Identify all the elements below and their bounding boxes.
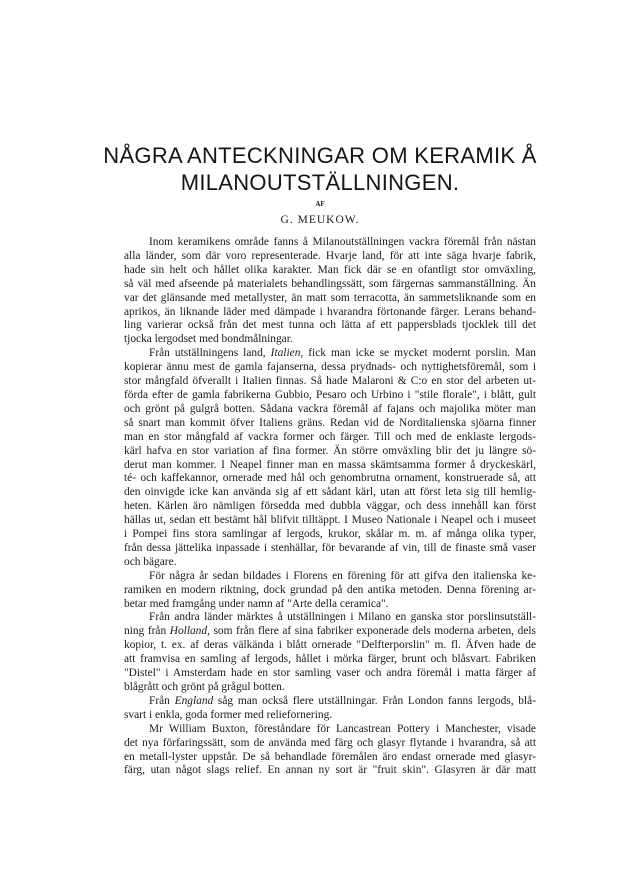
text-line: så snart man kommit öfver Italiens gräns. Redan vid de Norditalienska sjöarna finner xyxy=(124,416,536,429)
text-line: färg, utan något slags relief. En annan ny sort är "fruit skin". Glasyren är där matt xyxy=(124,764,536,777)
text-line: att framvisa en samling af lergods, hållet i mörka färger, brunt och blåsvart. Fabriken xyxy=(124,653,536,666)
text-line: aprikos, än liknande läder med dämpade i hvarandra förtonande färger. Lerans behand- xyxy=(124,305,536,318)
text-line: För några år sedan bildades i Florens en förening för att gifva den italienska ke- xyxy=(149,569,536,582)
text-line: från dessa jättelika inpassade i stenhällar, för bevarande af vin, till de finaste små vaser xyxy=(124,541,536,554)
text-line: Inom keramikens område fanns å Milanoutställningen vackra föremål från nästan xyxy=(149,236,536,248)
text-line: blågrått och grönt på grågul botten. xyxy=(124,681,285,693)
text-line: Mr William Buxton, föreståndare för Lancastrean Pottery i Manchester, visade xyxy=(149,722,536,735)
paragraph xyxy=(124,611,536,694)
text-line: betar med framgång under namn af "Arte della ceramica". xyxy=(124,597,389,610)
text-line: "Distel" i Amsterdam hade en stor samling vaser och andra föremål i matta färger af xyxy=(124,667,536,680)
text-line: stor mångfald öfverallt i Italien finnas. Så hade Malaroni & C:o en stor del arbeten ut- xyxy=(124,375,536,388)
text-line: det nya förfaringssätt, som de använda med färg och glasyr flytande i hvarandra, så att xyxy=(124,736,536,749)
text-line: så väl med afseende på materialets behandlingssätt, som färgernas sammanställning. Än xyxy=(124,277,536,290)
text-line: man en stor mångfald af vackra former och färger. Till och med de enklaste lergods- xyxy=(124,430,536,443)
paragraph xyxy=(124,236,536,347)
paragraph xyxy=(124,347,536,570)
paragraph xyxy=(124,570,536,612)
text-line: derut man kommer. I Neapel finner man en massa skämtsamma former å dryckeskärl, xyxy=(124,458,536,471)
text-line: té- och kaffekannor, ornerade med hål och genombrutna ornament, konstruerade så, att xyxy=(124,472,536,485)
italic-place-name: Holland, xyxy=(169,625,210,638)
text-line: den oinvigde icke kan använda sig af ett sådant kärl, utan att först leta sig till hemlig- xyxy=(124,486,536,499)
author-name: G. MEUKOW. xyxy=(280,214,360,226)
text-line: och grönt på gulgrå botten. Sådana vackra föremål af fajans och majolika möter man xyxy=(124,402,536,415)
paragraph xyxy=(124,723,536,779)
text-line: Från andra länder märktes å utställningen i Milano en ganska stor porslinsutställ- xyxy=(149,611,536,624)
text-line: ning från Holland, som från flere af sina fabriker exponerade dels moderna arbeten, dels xyxy=(124,625,536,638)
text-line: heten. Kärlen äro nämligen försedda med dubbla väggar, och dess innehåll kan först xyxy=(124,500,536,513)
text-line: alla länder, som där voro representerade. Hvarje land, för att inte säga hvarje fabrik, xyxy=(124,249,536,262)
text-line: ramiken en modern riktning, dock grundad på den antika metoden. Denna förening ar- xyxy=(124,583,536,596)
text-line: i Pompei fins stora samlingar af lergods, krukor, skålar m. m. af många olika typer, xyxy=(124,528,536,541)
text-line: Från utställningens land, Italien, fick man icke se mycket modernt porslin. Man xyxy=(149,347,536,360)
text-line: ling varierar också från det mest tunna och lätta af ett pappersblads tjocklek till det xyxy=(124,319,536,332)
italic-place-name: England xyxy=(174,694,214,707)
article-body xyxy=(124,236,536,778)
italic-place-name: Italien, xyxy=(270,347,304,360)
text-line: en metall-lyster uppstår. De så behandlade föremålen äro endast ornerade med glasyr- xyxy=(124,750,536,763)
text-line: förda efter de gamla fabrikerna Gubbio, Pesaro och Urbino i "stile florale", i blått, gult xyxy=(124,388,536,401)
text-line: var det glänsande med metallyster, än matt som terracotta, än sammetsliknande som en xyxy=(124,291,536,304)
article-title-line-1: NÅGRA ANTECKNINGAR OM KERAMIK Å xyxy=(103,143,537,168)
text-line: Från England såg man också flere utställningar. Från London fanns lergods, blå- xyxy=(149,694,536,707)
article-title-line-2: MILANOUTSTÄLLNINGEN. xyxy=(180,170,460,195)
text-line: och bägare. xyxy=(124,555,177,568)
text-line: hade sin helt och hållet olika karakter. Man fick där se en ofantligt stor omväxling, xyxy=(124,263,536,276)
text-line: hällas ut, sedan ett bestämt hål blifvit tilltäppt. I Museo Nationale i Neapel och i museet xyxy=(124,514,536,527)
text-line: kärl hafva en stor variation af fina former. Än större omväxling blir det ju längre sö- xyxy=(124,444,536,457)
paragraph xyxy=(124,695,536,723)
text-line: kopierar ännu mest de gamla fajanserna, dessa prydnads- och nyttighetsföremål, som i xyxy=(124,361,536,374)
text-line: tjocka lergodset med bondmålningar. xyxy=(124,333,293,346)
text-line: svart i enkla, goda former med reliefornering. xyxy=(124,708,333,721)
byline-prefix: AF xyxy=(315,200,325,208)
text-line: kopior, t. ex. af deras välkända i blått ornerade "Delfterporslin" m. fl. Äfven hade de xyxy=(124,639,536,652)
